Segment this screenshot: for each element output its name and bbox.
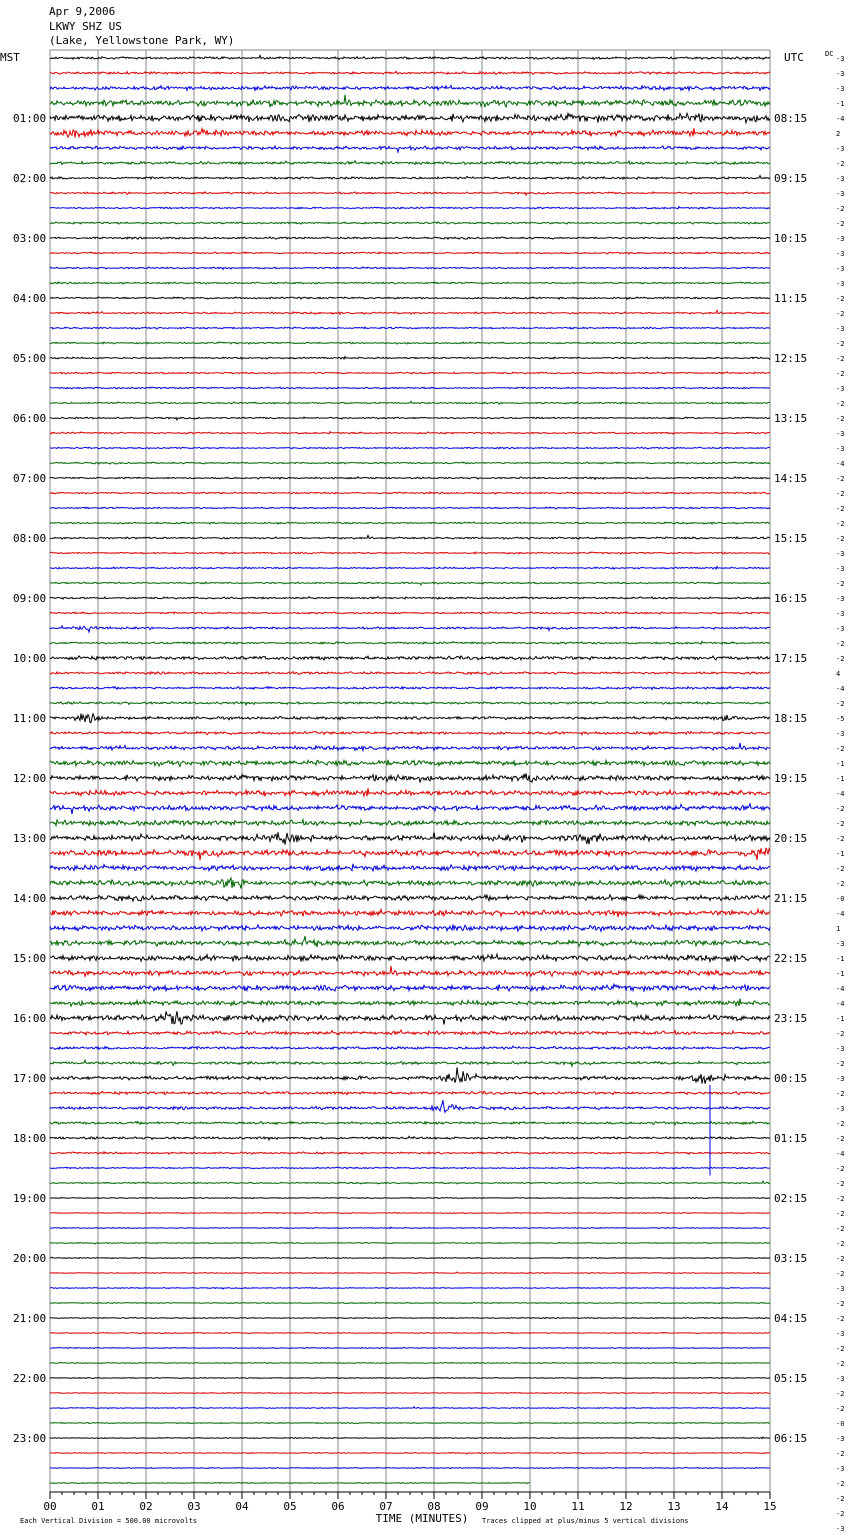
dc-offset-label: -2 <box>836 340 845 348</box>
trace-line <box>50 237 770 239</box>
left-time-label: 19:00 <box>13 1192 47 1205</box>
trace-line <box>50 597 770 600</box>
dc-offset-label: -1 <box>836 955 845 963</box>
right-time-label: 10:15 <box>774 232 808 245</box>
trace-line <box>50 372 770 374</box>
dc-offset-label: -3 <box>836 445 845 453</box>
trace-line <box>50 282 770 284</box>
dc-offset-label: -3 <box>836 595 845 603</box>
trace-line <box>50 1227 770 1229</box>
dc-offset-label: -2 <box>836 1195 845 1203</box>
dc-offset-label: -3 <box>836 1330 845 1338</box>
dc-offset-label: -2 <box>836 1060 845 1068</box>
dc-offset-label: -3 <box>836 280 845 288</box>
trace-line <box>50 1317 770 1318</box>
dc-offset-label: -2 <box>836 880 845 888</box>
dc-offset-label: -2 <box>836 520 845 528</box>
trace-line <box>50 1046 770 1049</box>
trace-line <box>50 804 770 814</box>
left-time-label: 10:00 <box>13 652 47 665</box>
dc-offset-label: -2 <box>836 535 845 543</box>
x-tick-label: 00 <box>43 1500 57 1513</box>
dc-offset-label: -4 <box>836 1000 845 1008</box>
left-time-label: 18:00 <box>13 1132 47 1145</box>
dc-offset-label: -3 <box>836 235 845 243</box>
dc-offset-label: -2 <box>836 580 845 588</box>
dc-offset-label: -1 <box>836 100 845 108</box>
dc-offset-label: -2 <box>836 160 845 168</box>
left-time-label: 16:00 <box>13 1012 47 1025</box>
trace-line <box>50 1136 770 1140</box>
trace-line <box>50 95 770 107</box>
left-time-label: 13:00 <box>13 832 47 845</box>
x-tick-label: 03 <box>187 1500 201 1513</box>
trace-line <box>50 626 770 632</box>
dc-offset-label: -2 <box>836 1120 845 1128</box>
trace-line <box>50 1011 770 1024</box>
dc-offset-label: -3 <box>836 265 845 273</box>
trace-line <box>50 788 770 796</box>
dc-offset-label: -2 <box>836 1360 845 1368</box>
dc-offset-label: -0 <box>836 1420 845 1428</box>
dc-offset-label: -2 <box>836 1135 845 1143</box>
trace-line <box>50 192 770 195</box>
dc-offset-label: -4 <box>836 460 845 468</box>
dc-offset-label: -1 <box>836 970 845 978</box>
dc-offset-label: -4 <box>836 115 845 123</box>
dc-offset-label: -3 <box>836 565 845 573</box>
dc-offset-label: -2 <box>836 1165 845 1173</box>
trace-line <box>50 71 770 74</box>
dc-offset-label: -2 <box>836 1090 845 1098</box>
left-time-label: 06:00 <box>13 412 47 425</box>
trace-line <box>50 552 770 554</box>
dc-offset-label: -3 <box>836 190 845 198</box>
dc-offset-label: -2 <box>836 1270 845 1278</box>
trace-line <box>50 1362 770 1363</box>
trace-line <box>50 1091 770 1094</box>
dc-offset-label: -3 <box>836 1465 845 1473</box>
dc-offset-label: -3 <box>836 730 845 738</box>
dc-offset-label: 4 <box>836 670 841 678</box>
right-time-label: 03:15 <box>774 1252 808 1265</box>
trace-line <box>50 760 770 767</box>
trace-line <box>50 864 770 871</box>
left-time-label: 01:00 <box>13 112 47 125</box>
trace-line <box>50 1121 770 1125</box>
trace-line <box>50 1067 770 1083</box>
right-time-label: 00:15 <box>774 1072 808 1085</box>
right-time-label: 13:15 <box>774 412 808 425</box>
dc-offset-label: -3 <box>836 430 845 438</box>
trace-line <box>50 878 770 889</box>
trace-line <box>50 176 770 180</box>
dc-offset-label: -2 <box>836 505 845 513</box>
trace-line <box>50 1287 770 1289</box>
dc-offset-label: -2 <box>836 1480 845 1488</box>
right-time-label: 23:15 <box>774 1012 808 1025</box>
dc-offset-label: -3 <box>836 175 845 183</box>
trace-line <box>50 357 770 360</box>
dc-offset-label: -2 <box>836 1180 845 1188</box>
dc-offset-label: -2 <box>836 1300 845 1308</box>
trace-line <box>50 582 770 585</box>
trace-line <box>50 85 770 90</box>
trace-line <box>50 731 770 734</box>
dc-offset-label: -2 <box>836 1510 845 1518</box>
x-tick-label: 09 <box>475 1500 489 1513</box>
dc-offset-label: -3 <box>836 1435 845 1443</box>
dc-offset-label: -2 <box>836 1345 845 1353</box>
trace-line <box>50 222 770 224</box>
left-time-label: 21:00 <box>13 1312 47 1325</box>
trace-line <box>50 1483 530 1484</box>
dc-offset-label: -3 <box>836 325 845 333</box>
header-station: LKWY SHZ US <box>49 20 122 33</box>
dc-label: DC <box>825 50 834 58</box>
dc-offset-label: -2 <box>836 1495 845 1503</box>
right-time-label: 12:15 <box>774 352 808 365</box>
dc-offset-label: -2 <box>836 355 845 363</box>
dc-offset-label: -1 <box>836 850 845 858</box>
trace-line <box>50 1453 770 1455</box>
trace-line <box>50 672 770 675</box>
dc-offset-label: -1 <box>836 775 845 783</box>
trace-line <box>50 820 770 826</box>
x-tick-label: 07 <box>379 1500 393 1513</box>
dc-offset-label: -4 <box>836 685 845 693</box>
dc-offset-label: -2 <box>836 1210 845 1218</box>
dc-offset-label: -2 <box>836 1390 845 1398</box>
dc-offset-label: 2 <box>836 130 841 138</box>
trace-line <box>50 1167 770 1169</box>
left-time-label: 23:00 <box>13 1432 47 1445</box>
right-time-label: 18:15 <box>774 712 808 725</box>
right-time-label: 21:15 <box>774 892 808 905</box>
dc-offset-label: -2 <box>836 1225 845 1233</box>
x-tick-label: 14 <box>715 1500 729 1513</box>
trace-line <box>50 984 770 992</box>
dc-offset-label: -2 <box>836 835 845 843</box>
dc-offset-label: -2 <box>836 640 845 648</box>
trace-line <box>50 535 770 539</box>
trace-line <box>50 401 770 404</box>
right-time-label: 08:15 <box>774 112 808 125</box>
dc-offset-label: -2 <box>836 1405 845 1413</box>
dc-offset-label: -2 <box>836 1315 845 1323</box>
trace-line <box>50 1242 770 1244</box>
trace-line <box>50 417 770 420</box>
right-time-label: 05:15 <box>774 1372 808 1385</box>
trace-line <box>50 462 770 464</box>
trace-line <box>50 1030 770 1035</box>
trace-line <box>50 387 770 389</box>
left-time-label: 14:00 <box>13 892 47 905</box>
dc-offset-label: -5 <box>836 715 845 723</box>
trace-line <box>50 641 770 644</box>
right-axis-label: UTC <box>784 51 804 64</box>
trace-line <box>50 832 770 845</box>
trace-line <box>50 297 770 299</box>
dc-offset-label: -2 <box>836 1240 845 1248</box>
trace-line <box>50 999 770 1007</box>
left-time-label: 12:00 <box>13 772 47 785</box>
right-time-label: 16:15 <box>774 592 808 605</box>
trace-line <box>50 909 770 917</box>
trace-line <box>50 895 770 901</box>
left-time-label: 04:00 <box>13 292 47 305</box>
dc-offset-label: -4 <box>836 910 845 918</box>
trace-line <box>50 146 770 152</box>
trace-line <box>50 477 770 480</box>
dc-offset-label: -3 <box>836 1075 845 1083</box>
trace-line <box>50 925 770 932</box>
dc-offset-label: -2 <box>836 1450 845 1458</box>
trace-line <box>50 773 770 782</box>
dc-offset-label: -2 <box>836 700 845 708</box>
right-time-label: 06:15 <box>774 1432 808 1445</box>
x-tick-label: 05 <box>283 1500 297 1513</box>
x-tick-label: 10 <box>523 1500 537 1513</box>
dc-offset-label: -2 <box>836 475 845 483</box>
dc-offset-label: -2 <box>836 400 845 408</box>
dc-offset-label: -3 <box>836 385 845 393</box>
trace-line <box>50 267 770 270</box>
right-time-label: 19:15 <box>774 772 808 785</box>
dc-offset-label: -4 <box>836 985 845 993</box>
x-tick-label: 13 <box>667 1500 681 1513</box>
trace-line <box>50 207 770 209</box>
trace-line <box>50 128 770 137</box>
dc-offset-label: -3 <box>836 1525 845 1533</box>
left-time-label: 09:00 <box>13 592 47 605</box>
dc-offset-label: -2 <box>836 865 845 873</box>
dc-offset-label: -2 <box>836 745 845 753</box>
dc-offset-label: -2 <box>836 220 845 228</box>
left-time-label: 22:00 <box>13 1372 47 1385</box>
dc-offset-label: -3 <box>836 610 845 618</box>
dc-offset-label: -2 <box>836 655 845 663</box>
dc-offset-label: -3 <box>836 85 845 93</box>
trace-line <box>50 743 770 751</box>
x-axis-title: TIME (MINUTES) <box>375 1512 469 1525</box>
right-time-label: 09:15 <box>774 172 808 185</box>
trace-line <box>50 848 770 860</box>
dc-offset-label: -3 <box>836 940 845 948</box>
trace-line <box>50 432 770 434</box>
dc-offset-label: -4 <box>836 790 845 798</box>
trace-line <box>50 310 770 314</box>
dc-offset-label: 1 <box>836 925 841 933</box>
x-tick-label: 01 <box>91 1500 105 1513</box>
dc-offset-label: -2 <box>836 490 845 498</box>
left-time-label: 17:00 <box>13 1072 47 1085</box>
dc-offset-label: -3 <box>836 550 845 558</box>
trace-line <box>50 1378 770 1379</box>
trace-line <box>50 1302 770 1303</box>
trace-line <box>50 113 770 123</box>
right-time-label: 02:15 <box>774 1192 808 1205</box>
trace-line <box>50 1257 770 1258</box>
x-tick-label: 04 <box>235 1500 249 1513</box>
right-time-label: 22:15 <box>774 952 808 965</box>
x-tick-label: 06 <box>331 1500 345 1513</box>
x-tick-label: 11 <box>571 1500 585 1513</box>
trace-line <box>50 1060 770 1066</box>
left-time-label: 05:00 <box>13 352 47 365</box>
trace-line <box>50 492 770 494</box>
dc-offset-label: -4 <box>836 1150 845 1158</box>
trace-line <box>50 447 770 449</box>
trace-line <box>50 522 770 524</box>
left-time-label: 03:00 <box>13 232 47 245</box>
dc-offset-label: -3 <box>836 1105 845 1113</box>
right-time-label: 20:15 <box>774 832 808 845</box>
dc-offset-label: -1 <box>836 760 845 768</box>
trace-line <box>50 1437 770 1439</box>
dc-offset-label: -3 <box>836 55 845 63</box>
dc-offset-label: -2 <box>836 1030 845 1038</box>
dc-offset-label: -3 <box>836 625 845 633</box>
right-time-label: 17:15 <box>774 652 808 665</box>
dc-offset-label: -1 <box>836 1015 845 1023</box>
right-time-label: 01:15 <box>774 1132 808 1145</box>
trace-line <box>50 1347 770 1349</box>
header-location: (Lake, Yellowstone Park, WY) <box>49 34 235 47</box>
trace-line <box>50 252 770 254</box>
dc-offset-label: -3 <box>836 70 845 78</box>
x-tick-label: 02 <box>139 1500 153 1513</box>
trace-line <box>50 936 770 947</box>
left-time-label: 20:00 <box>13 1252 47 1265</box>
dc-offset-label: -2 <box>836 295 845 303</box>
trace-line <box>50 966 770 976</box>
left-time-label: 11:00 <box>13 712 47 725</box>
right-time-label: 14:15 <box>774 472 808 485</box>
left-time-label: 02:00 <box>13 172 47 185</box>
trace-line <box>50 612 770 614</box>
trace-line <box>50 1152 770 1155</box>
x-tick-label: 15 <box>763 1500 777 1513</box>
dc-offset-label: -3 <box>836 1375 845 1383</box>
footer-clip-note: Traces clipped at plus/minus 5 vertical divisions <box>482 1517 689 1525</box>
dc-offset-label: -3 <box>836 145 845 153</box>
trace-line <box>50 567 770 570</box>
dc-offset-label: -2 <box>836 820 845 828</box>
trace-line <box>50 1272 770 1274</box>
trace-line <box>50 714 770 723</box>
dc-offset-label: -2 <box>836 310 845 318</box>
dc-offset-label: -3 <box>836 1285 845 1293</box>
right-time-label: 11:15 <box>774 292 808 305</box>
dc-offset-label: -0 <box>836 895 845 903</box>
left-time-label: 08:00 <box>13 532 47 545</box>
trace-line <box>50 1392 770 1393</box>
dc-offset-label: -2 <box>836 415 845 423</box>
header-date: Apr 9,2006 <box>49 5 116 18</box>
footer-scale-note: Each Vertical Division = 500.00 microvolts <box>20 1517 198 1525</box>
dc-offset-label: -2 <box>836 205 845 213</box>
trace-line <box>50 1407 770 1409</box>
trace-line <box>50 1332 770 1333</box>
trace-line <box>50 954 770 962</box>
x-tick-label: 08 <box>427 1500 441 1513</box>
dc-offset-label: -2 <box>836 1255 845 1263</box>
dc-offset-label: -2 <box>836 805 845 813</box>
left-time-label: 15:00 <box>13 952 47 965</box>
trace-line <box>50 1100 770 1112</box>
trace-line <box>50 55 770 59</box>
trace-line <box>50 1212 770 1213</box>
trace-line <box>50 1422 770 1423</box>
x-tick-label: 12 <box>619 1500 633 1513</box>
dc-offset-label: -3 <box>836 250 845 258</box>
trace-line <box>50 1467 770 1468</box>
trace-line <box>50 701 770 705</box>
left-time-label: 07:00 <box>13 472 47 485</box>
trace-line <box>50 656 770 660</box>
dc-offset-label: -3 <box>836 1045 845 1053</box>
trace-line <box>50 1181 770 1184</box>
trace-line <box>50 161 770 165</box>
right-time-label: 15:15 <box>774 532 808 545</box>
right-time-label: 04:15 <box>774 1312 808 1325</box>
trace-line <box>50 342 770 344</box>
trace-line <box>50 507 770 509</box>
trace-line <box>50 327 770 329</box>
trace-line <box>50 686 770 689</box>
trace-line <box>50 1197 770 1198</box>
left-axis-label: MST <box>0 51 20 64</box>
dc-offset-label: -2 <box>836 370 845 378</box>
